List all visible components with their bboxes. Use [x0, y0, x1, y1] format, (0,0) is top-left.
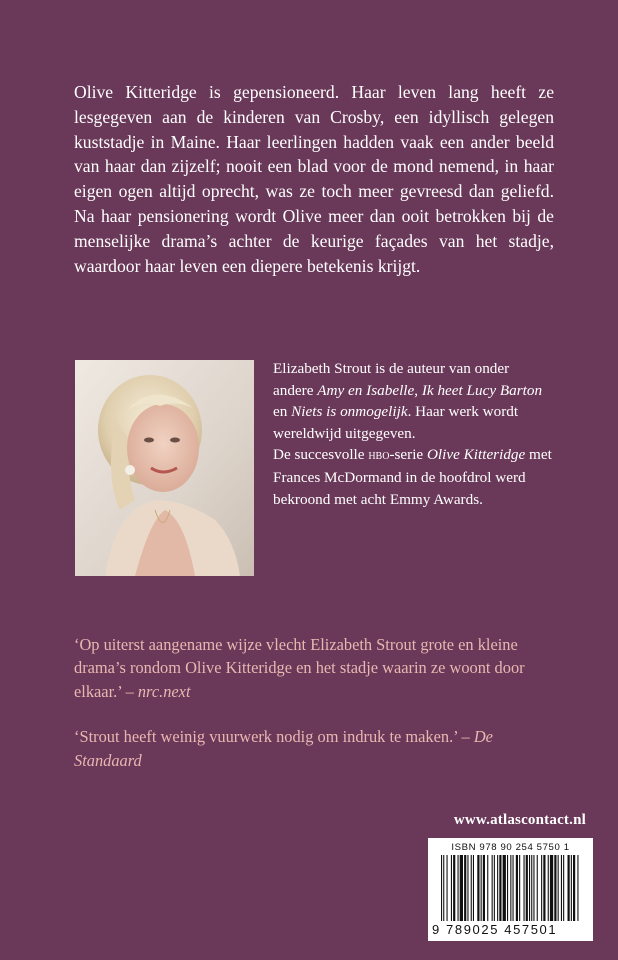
barcode-bar [464, 855, 466, 921]
barcode-bar [543, 855, 545, 921]
barcode-bar [441, 855, 442, 921]
press-quotes [74, 633, 554, 794]
barcode-bar [497, 855, 498, 921]
barcode-bar [558, 855, 559, 921]
barcode-bar [492, 855, 493, 921]
barcode-bar [533, 855, 534, 921]
barcode-bar [550, 855, 553, 921]
barcode-bar [526, 855, 528, 921]
barcode-bar [483, 855, 485, 921]
network-name: hbo [368, 448, 390, 464]
barcode-bar [561, 855, 562, 921]
barcode-bar [516, 855, 518, 921]
barcode-bar [554, 855, 556, 921]
barcode-bar [451, 855, 452, 921]
barcode-bar [473, 855, 474, 921]
barcode-bar [458, 855, 459, 921]
barcode-bar [499, 855, 501, 921]
bio-text: . Haar werk wordt wereldwijd uitgegeven. [273, 403, 519, 442]
isbn-digits: 9 789025 457501 [432, 922, 558, 937]
barcode-bar [519, 855, 520, 921]
barcode-bar [537, 855, 538, 921]
barcode-bar [443, 855, 444, 921]
barcode-bar [577, 855, 578, 921]
barcode-bar [467, 855, 468, 921]
bio-paragraph-1 [273, 358, 553, 444]
barcode-bar [503, 855, 506, 921]
barcode-bar [481, 855, 482, 921]
barcode-bar [563, 855, 564, 921]
isbn-barcode [428, 838, 593, 941]
barcode-bar [447, 855, 448, 921]
barcode-bar [529, 855, 530, 921]
isbn-label: ISBN 978 90 254 5750 1 [451, 842, 570, 853]
bio-text: met Frances McDormand in de hoofdrol werd bekroond met acht Emmy Awards. [273, 446, 552, 508]
barcode-bar [573, 855, 575, 921]
bio-text: De succesvolle [273, 446, 369, 464]
barcode-bar [568, 855, 570, 921]
barcode-bar [510, 855, 511, 921]
quote-text: ‘Op uiterst aangename wijze vlecht Elizabeth Strout grote en kleine drama’s rondom Olive Kitteridge en het stadje waarin ze woont door elkaar.’ – [74, 635, 525, 701]
barcode-bar [571, 855, 572, 921]
barcode-bar [471, 855, 472, 921]
press-quote [74, 633, 554, 703]
barcode-bar [453, 855, 455, 921]
barcode-bar [541, 855, 542, 921]
bio-text: -serie [389, 446, 427, 464]
barcode-bar [487, 855, 488, 921]
barcode-bars [441, 855, 581, 921]
quote-source: nrc.next [137, 681, 191, 701]
bio-paragraph-2 [273, 444, 553, 510]
blurb-text [74, 80, 554, 278]
book-title: Ik heet Lucy Barton [421, 381, 543, 399]
author-photo [75, 360, 254, 576]
barcode-bar [477, 855, 479, 921]
barcode-bar [494, 855, 495, 921]
barcode-bar [460, 855, 463, 921]
author-bio [273, 358, 553, 510]
press-quote [74, 725, 554, 772]
publisher-website: www.atlascontact.nl [453, 812, 586, 828]
barcode-bar [507, 855, 508, 921]
bio-text: , [414, 381, 422, 399]
author-portrait-image [75, 360, 254, 576]
book-title: Amy en Isabelle [317, 381, 415, 399]
barcode-bar [524, 855, 525, 921]
barcode-bar [531, 855, 532, 921]
barcode-bar [548, 855, 549, 921]
bio-text: Elizabeth Strout is de auteur van onder andere [273, 360, 510, 399]
series-title: Olive Kitteridge [426, 446, 526, 464]
book-title: Niets is onmogelijk [291, 403, 408, 421]
barcode-bar [513, 855, 514, 921]
quote-source: De Standaard [74, 727, 493, 770]
quote-text: ‘Strout heeft weinig vuurwerk nodig om indruk te maken.’ – [74, 727, 474, 747]
bio-text: en [273, 403, 292, 421]
blurb-paragraph: Olive Kitteridge is gepensioneerd. Haar leven lang heeft ze lesgegeven aan de kinderen van Crosby, een idyllisch gelegen kuststadje in Maine. Haar leerlingen hadden vaak een ander beeld van haar dan zijzelf; nooit een blad voor de mond nemend, in haar eigen ogen altijd oprecht, was ze toch meer gevreesd dan geliefd. Na haar pensionering wordt Olive meer dan ooit betrokken bij de menselijke drama’s achter de keurige façades van het stadje, waardoor haar leven een diepere betekenis krijgt. [74, 82, 554, 276]
